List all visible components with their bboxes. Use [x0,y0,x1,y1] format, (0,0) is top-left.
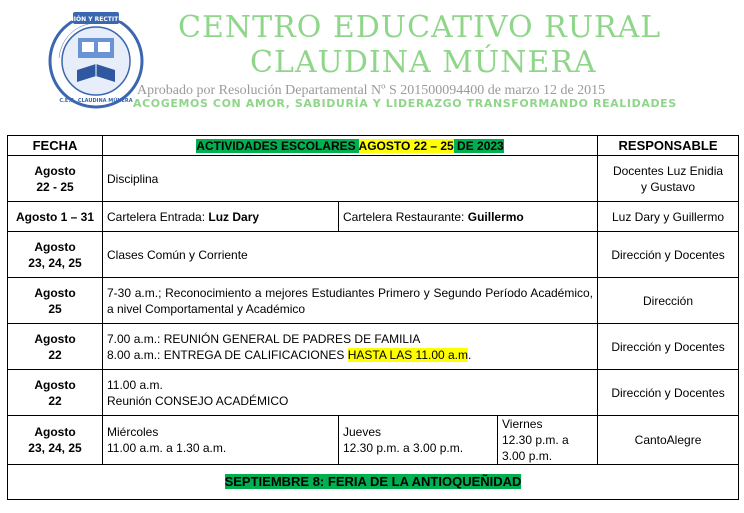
row-activity [103,370,598,416]
row-responsible: Luz Dary y Guillermo [598,202,739,232]
row-date [8,370,103,416]
row-responsible: Dirección y Docentes [598,370,739,416]
row-activity-entrance-board [103,202,339,232]
slot-day: Miércoles [107,425,159,439]
date-line: 22 [48,347,62,362]
slot-day: Viernes [502,417,543,431]
date-line: Agosto [34,425,76,439]
row-date [8,324,103,370]
board-label: Cartelera Restaurante: [343,209,468,224]
slot-time: 11.00 a.m. a 1.30 a.m. [107,441,227,455]
row-responsible: CantoAlegre [598,416,739,465]
table-row [8,278,739,324]
date-line: 22 [48,393,62,408]
school-name-line1: CENTRO EDUCATIVO RURAL [178,10,662,45]
table-row [8,232,739,278]
title-part-1: ACTIVIDADES ESCOLARES [196,138,359,153]
board-label: Cartelera Entrada: [107,209,209,224]
table-row [8,324,739,370]
row-responsible: Dirección [598,278,739,324]
row-date [8,156,103,202]
table-row [8,156,739,202]
row-activity: 7-30 a.m.; Reconocimiento a mejores Estudiantes Primero y Segundo Período Académico, a nivel Comportamental y Académico [103,278,598,324]
date-line: Agosto [34,331,76,346]
date-line: Agosto [34,377,76,392]
title-year: DE 2023 [453,138,504,153]
activity-line: Reunión CONSEJO ACADÉMICO [107,393,289,408]
activity-line: 8.00 a.m.: ENTREGA DE CALIFICACIONES [107,347,348,362]
svg-text:C.E.R. CLAUDINA MÚNERA: C.E.R. CLAUDINA MÚNERA [59,98,133,104]
approval-resolution: Aprobado por Resolución Departamental Nº S 201500094400 de marzo 12 de 2015 [137,83,606,98]
date-line: Agosto [34,163,76,178]
school-crest-logo [45,8,147,110]
board-person: Luz Dary [208,209,260,224]
date-line: Agosto [34,285,76,300]
footer-event [8,465,739,500]
table-header-row [8,136,739,156]
table-row [8,416,739,465]
activity-line: 11.00 a.m. [107,377,163,392]
activity-line-end: . [468,347,472,362]
col-header-responsable: RESPONSABLE [598,136,739,156]
table-row [8,370,739,416]
title-date-range: AGOSTO 22 – 25 [358,138,454,153]
activities-schedule-table [7,135,739,500]
row-date [8,416,103,465]
date-line: 22 - 25 [36,179,74,194]
responsible-line: Docentes Luz Enidia [612,163,724,178]
row-date [8,232,103,278]
row-date: Agosto 1 – 31 [8,202,103,232]
day-slot-friday [498,416,598,465]
letterhead [0,0,744,130]
row-responsible [598,156,739,202]
row-activity-restaurant-board [339,202,598,232]
slot-time: 12.30 p.m. a 3.00 p.m. [343,441,464,455]
row-responsible: Dirección y Docentes [598,324,739,370]
slot-time: 12.30 p.m. a 3.00 p.m. [502,433,569,463]
row-date [8,278,103,324]
highlighted-deadline: HASTA LAS 11.00 a.m [347,347,469,362]
date-line: 25 [48,301,62,316]
row-activity [103,324,598,370]
row-activity: Clases Común y Corriente [103,232,598,278]
footer-event-text: SEPTIEMBRE 8: FERIA DE LA ANTIOQUEÑIDAD [224,474,522,489]
school-motto: ACOGEMOS CON AMOR, SABIDURÍA Y LIDERAZGO TRANSFORMANDO REALIDADES [133,97,677,110]
slot-day: Jueves [343,425,382,439]
day-slot-thursday [339,416,498,465]
schedule-title [103,136,598,156]
row-activity: Disciplina [103,156,598,202]
date-line: 23, 24, 25 [28,441,82,455]
date-line: Agosto [34,239,76,254]
footer-row [8,465,739,500]
row-responsible: Dirección y Docentes [598,232,739,278]
activity-line: 7.00 a.m.: REUNIÓN GENERAL DE PADRES DE FAMILIA [107,331,421,346]
day-slot-wednesday [103,416,339,465]
responsible-line: y Gustavo [641,179,696,194]
date-line: 23, 24, 25 [28,255,82,270]
school-name-line2: CLAUDINA MÚNERA [250,45,597,80]
table-row [8,202,739,232]
col-header-fecha: FECHA [8,136,103,156]
board-person: Guillermo [467,209,524,224]
svg-text:UNIÓN Y RECTITUD: UNIÓN Y RECTITUD [63,16,129,23]
